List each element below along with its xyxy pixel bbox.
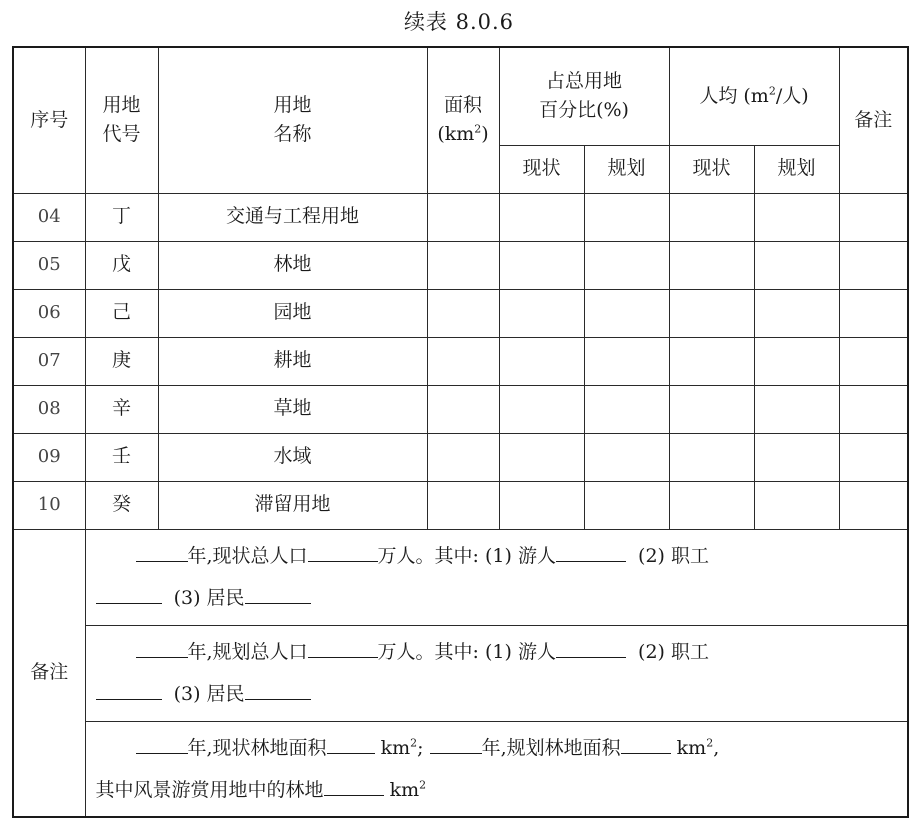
cell-per-current (669, 241, 754, 289)
blank-staff (96, 583, 162, 604)
note3-sup-2: 2 (706, 736, 714, 750)
table-row (13, 385, 908, 433)
land-use-table (12, 46, 909, 818)
cell-pct-current (499, 481, 584, 529)
blank-tourists (556, 637, 626, 658)
header-per-capita (669, 47, 839, 145)
cell-pct-current (499, 241, 584, 289)
cell-pct-current (499, 337, 584, 385)
row-name: 林地 (158, 241, 427, 289)
table-row (13, 481, 908, 529)
cell-per-current (669, 337, 754, 385)
cell-per-planned (754, 241, 839, 289)
blank-residents (245, 679, 311, 700)
header-code (85, 47, 158, 193)
note3-end: , (713, 736, 720, 759)
note1-text-d: (3) 居民 (173, 587, 245, 609)
header-name-line1: 用地 (273, 93, 312, 116)
cell-pct-planned (584, 385, 669, 433)
cell-per-current (669, 385, 754, 433)
note3-text-a: 年,现状林地面积 (187, 736, 327, 759)
cell-pct-planned (584, 241, 669, 289)
header-per-capita-current: 现状 (669, 145, 754, 193)
blank-year (136, 733, 188, 754)
row-no: 07 (13, 337, 85, 385)
cell-area (427, 337, 499, 385)
cell-per-current (669, 193, 754, 241)
row-name: 草地 (158, 385, 427, 433)
cell-remark (839, 241, 908, 289)
header-percent-line2: 百分比(%) (539, 99, 629, 122)
row-name: 水域 (158, 433, 427, 481)
note-planned-population (85, 625, 908, 721)
row-name: 园地 (158, 289, 427, 337)
header-percent-planned: 规划 (584, 145, 669, 193)
cell-per-current (669, 289, 754, 337)
header-area-unit-pre: (km (437, 123, 475, 146)
header-remark: 备注 (839, 47, 908, 193)
note1-text-c: (2) 职工 (638, 545, 710, 567)
note3-text-b: ; (417, 736, 424, 759)
header-area-unit-post: ) (481, 123, 489, 146)
cell-area (427, 193, 499, 241)
note1-text-b: 万人。其中: (1) 游人 (377, 545, 556, 567)
blank-year (136, 541, 188, 562)
row-code: 丁 (85, 193, 158, 241)
note2-text-b: 万人。其中: (1) 游人 (377, 641, 556, 663)
note2-text-c: (2) 职工 (638, 641, 710, 663)
header-per-capita-sup: 2 (768, 84, 776, 98)
blank-residents (245, 583, 311, 604)
cell-remark (839, 289, 908, 337)
row-no: 09 (13, 433, 85, 481)
cell-pct-planned (584, 289, 669, 337)
cell-per-current (669, 481, 754, 529)
header-name (158, 47, 427, 193)
cell-pct-planned (584, 337, 669, 385)
row-code: 己 (85, 289, 158, 337)
header-percent-current: 现状 (499, 145, 584, 193)
row-no: 05 (13, 241, 85, 289)
header-code-line2: 代号 (102, 123, 141, 146)
cell-pct-current (499, 385, 584, 433)
cell-pct-planned (584, 481, 669, 529)
header-area-unit-sup: 2 (474, 122, 482, 136)
cell-area (427, 289, 499, 337)
cell-per-planned (754, 433, 839, 481)
cell-per-current (669, 433, 754, 481)
row-no: 08 (13, 385, 85, 433)
cell-remark (839, 337, 908, 385)
cell-per-planned (754, 337, 839, 385)
table-row (13, 337, 908, 385)
row-name: 交通与工程用地 (158, 193, 427, 241)
blank-current-forest (327, 733, 375, 754)
row-code: 壬 (85, 433, 158, 481)
note3-km-3: km (389, 778, 420, 801)
row-code: 庚 (85, 337, 158, 385)
header-per-capita-post: /人) (775, 84, 809, 107)
cell-area (427, 433, 499, 481)
header-area-unit (437, 123, 488, 145)
row-name: 耕地 (158, 337, 427, 385)
table-caption: 续表 8.0.6 (403, 10, 515, 34)
note3-line2: 其中风景游赏用地中的林地 (95, 778, 324, 801)
row-no: 04 (13, 193, 85, 241)
note2-text-a: 年,规划总人口 (187, 641, 308, 663)
note3-sup: 2 (410, 736, 418, 750)
row-code: 辛 (85, 385, 158, 433)
note3-km-2: km (676, 736, 707, 759)
header-percent-line1: 占总用地 (546, 69, 623, 92)
cell-pct-planned (584, 433, 669, 481)
header-per-capita-planned: 规划 (754, 145, 839, 193)
cell-area (427, 385, 499, 433)
row-code: 戊 (85, 241, 158, 289)
table-row (13, 289, 908, 337)
cell-remark (839, 433, 908, 481)
cell-per-planned (754, 385, 839, 433)
note2-text-d: (3) 居民 (173, 683, 245, 705)
cell-remark (839, 385, 908, 433)
blank-year (136, 637, 188, 658)
row-no: 06 (13, 289, 85, 337)
row-code: 癸 (85, 481, 158, 529)
note3-sup-3: 2 (419, 778, 427, 792)
cell-pct-current (499, 193, 584, 241)
header-area-line1: 面积 (443, 93, 482, 116)
header-percent (499, 47, 669, 145)
header-area (427, 47, 499, 193)
cell-per-planned (754, 289, 839, 337)
cell-per-planned (754, 193, 839, 241)
table-row (13, 241, 908, 289)
cell-remark (839, 481, 908, 529)
header-seq: 序号 (13, 47, 85, 193)
header-per-capita-pre: 人均 (m (699, 84, 769, 107)
cell-pct-planned (584, 193, 669, 241)
blank-year-2 (430, 733, 482, 754)
blank-staff (96, 679, 162, 700)
note3-km: km (380, 736, 411, 759)
cell-pct-current (499, 433, 584, 481)
table-row (13, 193, 908, 241)
cell-per-planned (754, 481, 839, 529)
blank-planned-forest (621, 733, 671, 754)
blank-total (308, 541, 378, 562)
notes-label: 备注 (13, 529, 85, 817)
header-code-line1: 用地 (102, 93, 141, 116)
table-row (13, 433, 908, 481)
note1-text-a: 年,现状总人口 (187, 545, 308, 567)
row-name: 滞留用地 (158, 481, 427, 529)
blank-total (308, 637, 378, 658)
note-current-population (85, 529, 908, 625)
blank-scenic-forest (324, 775, 384, 796)
note-forest-area (85, 721, 908, 817)
header-name-line2: 名称 (273, 123, 312, 146)
cell-area (427, 241, 499, 289)
blank-tourists (556, 541, 626, 562)
cell-pct-current (499, 289, 584, 337)
cell-area (427, 481, 499, 529)
cell-remark (839, 193, 908, 241)
row-no: 10 (13, 481, 85, 529)
note3-text-c: 年,规划林地面积 (481, 736, 621, 759)
